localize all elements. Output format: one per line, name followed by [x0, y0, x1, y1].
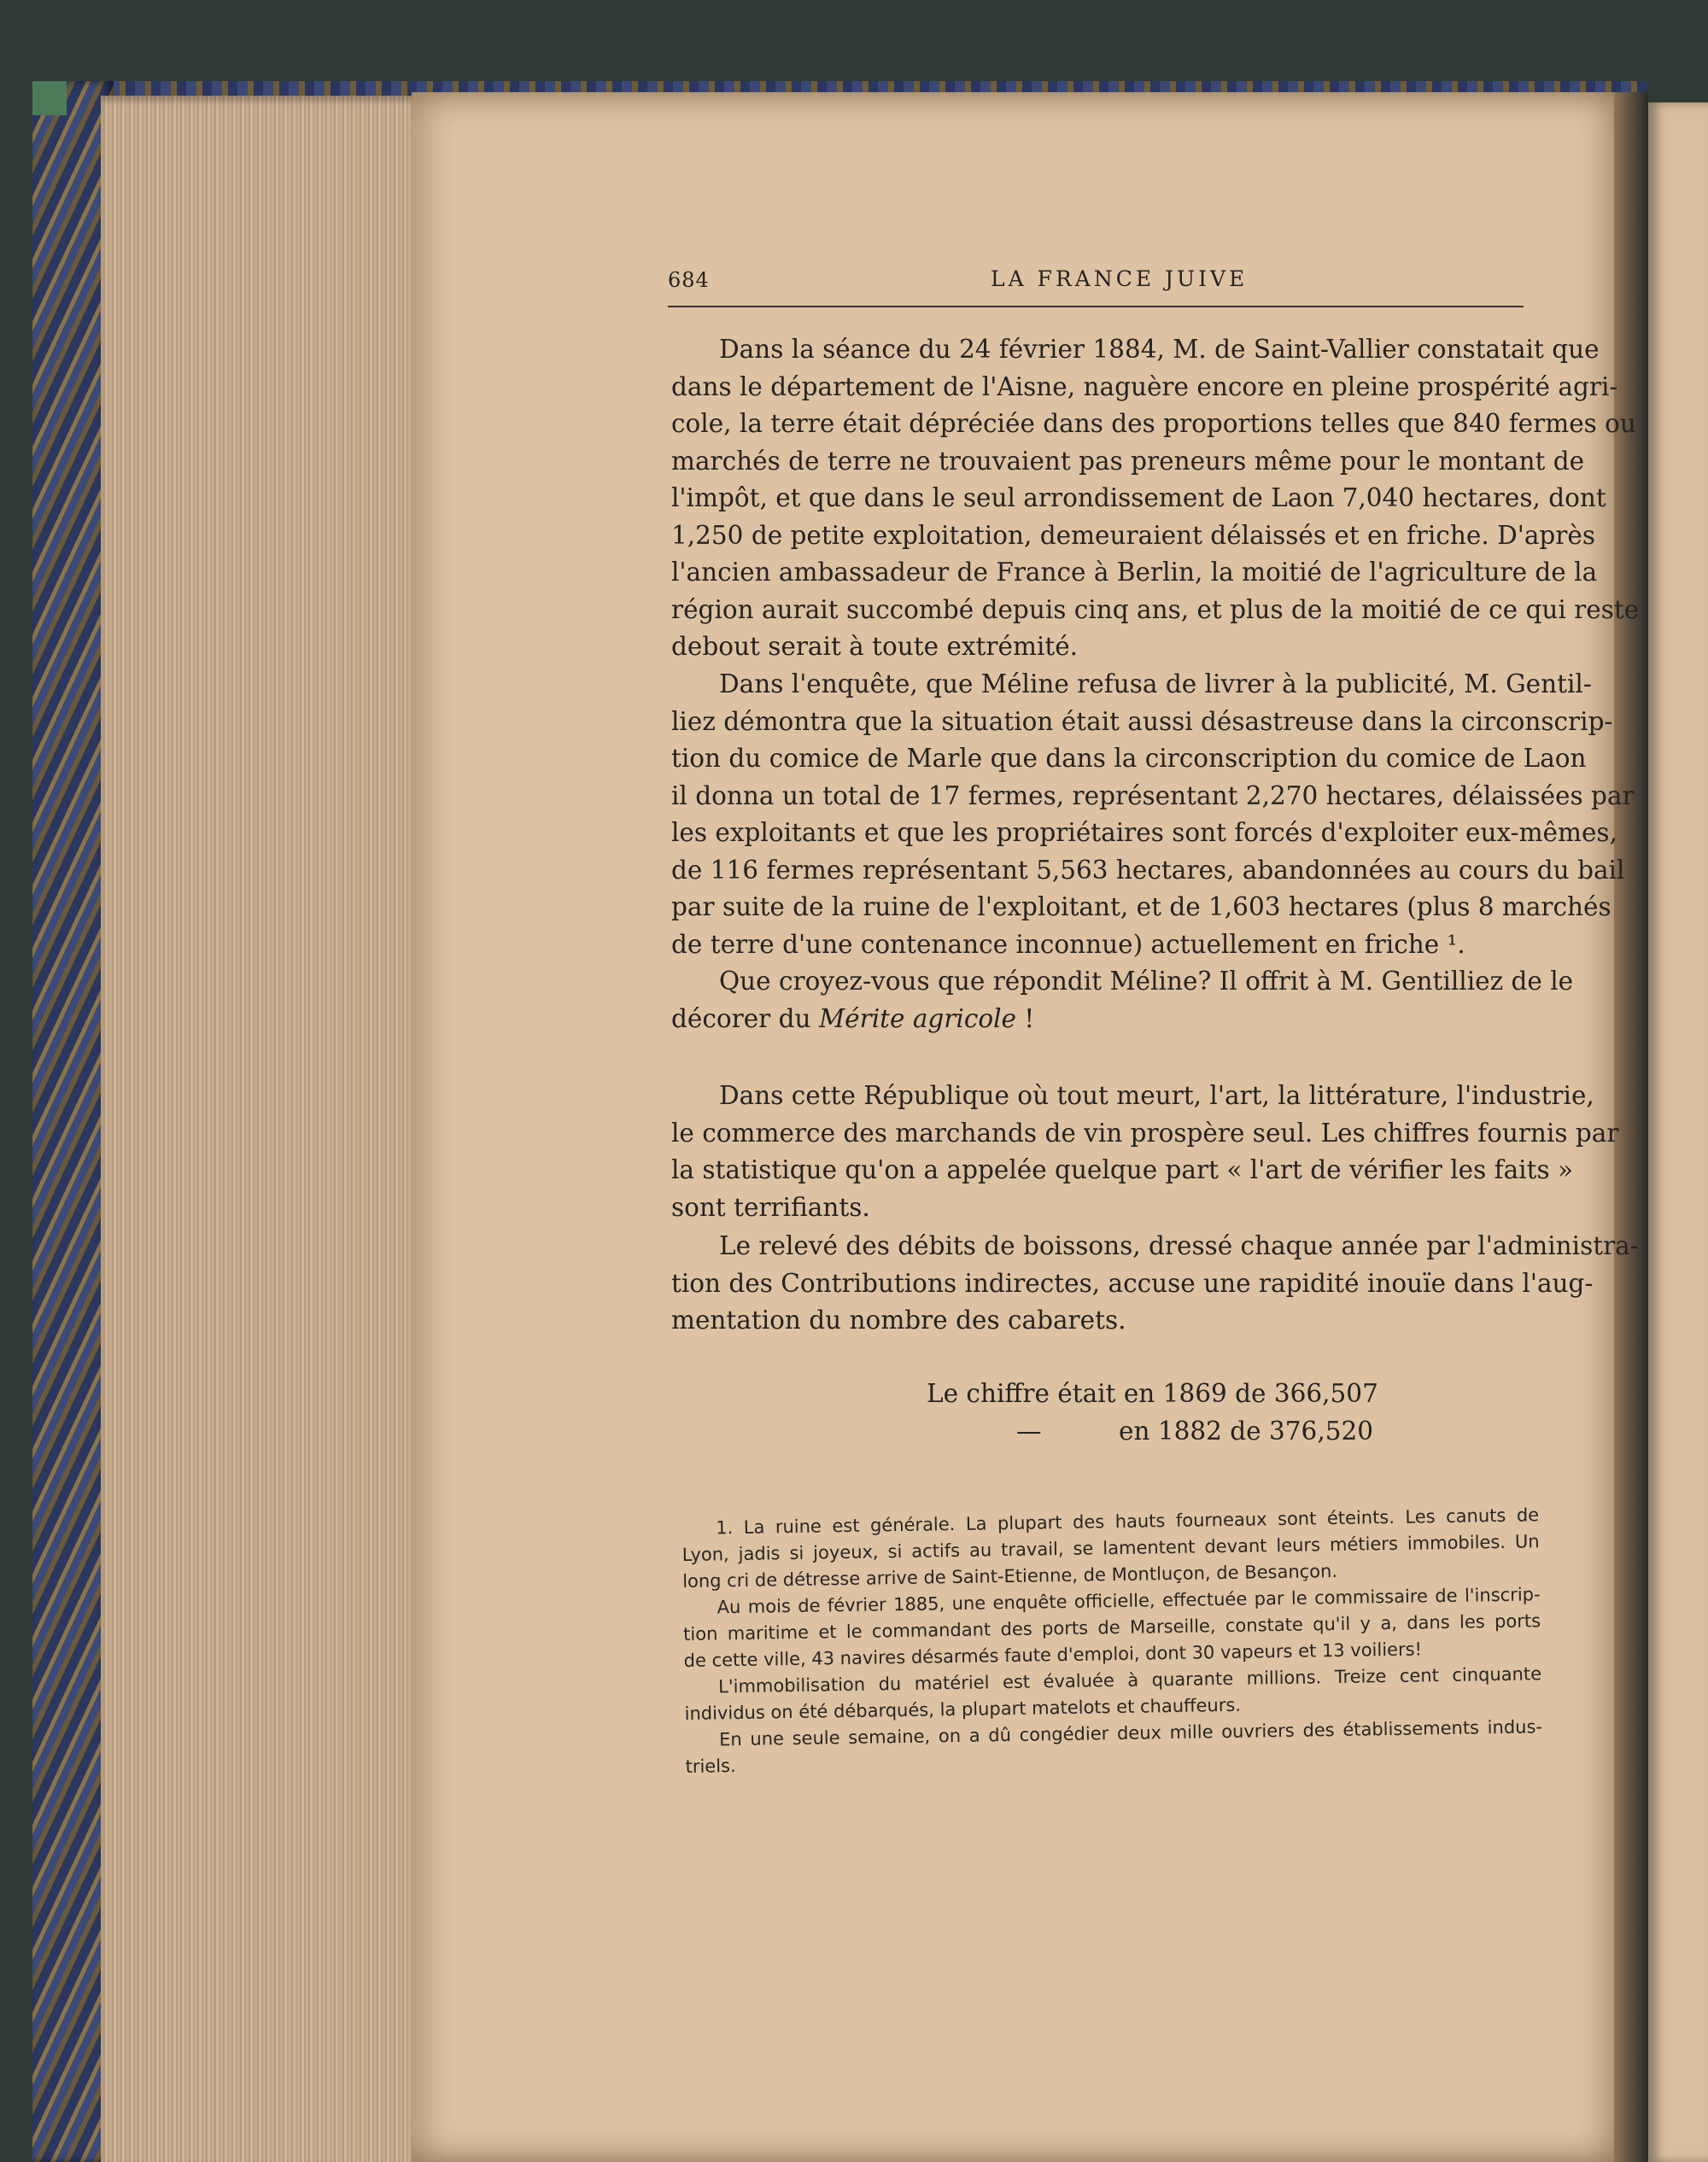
footnote-text: Lyon, jadis si joyeux, si actifs au travail, se lamentent devant leurs métiers immobiles. Un — [681, 1531, 1540, 1565]
text-line — [671, 443, 1585, 481]
paragraph-2 — [671, 666, 1635, 963]
text-line — [671, 926, 1525, 964]
line-text: région aurait succombé depuis cinq ans, et plus de la moitié de ce qui reste — [671, 594, 1640, 624]
line-text: debout serait à toute extrémité. — [671, 632, 1079, 661]
text-line — [671, 554, 1598, 592]
header-rule — [668, 306, 1524, 307]
line-text: Dans cette République où tout meurt, l'art, la littérature, l'industrie, — [719, 1081, 1594, 1110]
text-line — [671, 1152, 1574, 1189]
text-line — [671, 480, 1606, 517]
text-line — [671, 1189, 1525, 1227]
line-text: cole, la terre était dépréciée dans des proportions telles que 840 fermes ou — [671, 409, 1636, 438]
line-text: marchés de terre ne trouvaient pas preneurs même pour le montant de — [671, 446, 1585, 476]
footnote-text: 1. La ruine est générale. La plupart des hauts fourneaux sont éteints. Les canuts de — [716, 1505, 1540, 1539]
line-text: Le relevé des débits de boissons, dressé chaque année par l'administra- — [719, 1231, 1639, 1260]
text-line — [671, 331, 1600, 369]
line-text: tion du comice de Marle que dans la circonscription du comice de Laon — [671, 744, 1587, 773]
line-text: tion des Contributions indirectes, accuse une rapidité inouïe dans l'aug- — [671, 1268, 1594, 1298]
line-text: Que croyez-vous que répondit Méline? Il offrit à M. Gentilliez de le — [719, 967, 1574, 996]
statistic-line-2: en 1882 de 376,520 — [1119, 1417, 1373, 1446]
ditto-dash: — — [1016, 1417, 1042, 1446]
footnote-text: de cette ville, 43 navires désarmés faute d'emploi, dont 30 vapeurs et 13 voiliers! — [683, 1639, 1423, 1671]
footnote-text: long cri de détresse arrive de Saint-Etienne, de Montluçon, de Besançon. — [682, 1560, 1338, 1592]
line-text: l'ancien ambassadeur de France à Berlin, la moitié de l'agriculture de la — [671, 558, 1598, 587]
text-line — [671, 1078, 1594, 1115]
text-line — [671, 1228, 1639, 1265]
paragraph-5 — [671, 1228, 1639, 1340]
text-line — [671, 1265, 1594, 1303]
line-text: l'impôt, et que dans le seul arrondissement de Laon 7,040 hectares, dont — [671, 483, 1606, 512]
cover-corner — [32, 81, 67, 115]
footnote-text: L'immobilisation du matériel est évaluée à quarante millions. Treize cent cinquante — [717, 1663, 1542, 1697]
text-line — [671, 704, 1613, 741]
line-text: le commerce des marchands de vin prospère seul. Les chiffres fournis par — [671, 1118, 1619, 1148]
line-text: les exploitants et que les propriétaires sont forcés d'exploiter eux-mêmes, — [671, 818, 1617, 847]
line-text: décorer du — [671, 1003, 819, 1033]
footnote-indent — [684, 1692, 718, 1693]
statistic-line-1: Le chiffre était en 1869 de 366,507 — [927, 1379, 1378, 1408]
book-gutter — [1614, 92, 1648, 2162]
line-text: la statistique qu'on a appelée quelque part « l'art de vérifier les faits » — [671, 1155, 1574, 1184]
text-line — [671, 1001, 1525, 1038]
text-line — [671, 1302, 1525, 1340]
footnote-text: triels. — [685, 1756, 736, 1777]
text-line — [671, 406, 1636, 443]
line-text: mentation du nombre des cabarets. — [671, 1306, 1126, 1335]
footnote-text: Au mois de février 1885, une enquête officielle, effectuée par le commissaire de l'inscrip- — [717, 1584, 1541, 1618]
text-line — [671, 778, 1635, 815]
line-text: Dans la séance du 24 février 1884, M. de Saint-Vallier constatait que — [719, 335, 1600, 364]
text-line — [671, 592, 1640, 629]
facing-page-edge — [1648, 102, 1708, 2162]
text-line — [671, 369, 1618, 406]
page-edges — [101, 96, 418, 2162]
text-line — [671, 889, 1611, 926]
statistics-block — [922, 1375, 1378, 1450]
footnote-text: tion maritime et le commandant des ports de Marseille, constate qu'il y a, dans les ports — [682, 1610, 1541, 1645]
line-text: de terre d'une contenance inconnue) actuellement en friche ¹. — [671, 929, 1465, 959]
line-text: ! — [1016, 1003, 1035, 1033]
running-title: LA FRANCE JUIVE — [991, 266, 1249, 291]
footnote-indent — [683, 1613, 717, 1614]
text-line — [671, 628, 1525, 666]
page-number: 684 — [668, 268, 710, 292]
line-text: dans le département de l'Aisne, naguère encore en pleine prospérité agri- — [671, 371, 1618, 401]
footnote-text: individus on été débarqués, la plupart matelots et chauffeurs. — [684, 1694, 1242, 1724]
text-line — [671, 517, 1596, 555]
text-line — [671, 852, 1625, 890]
line-text: liez démontra que la situation était aussi désastreuse dans la circonscrip- — [671, 706, 1613, 736]
footnote-indent — [685, 1745, 719, 1746]
text-line — [671, 740, 1587, 778]
footnotes — [681, 1502, 1543, 1780]
line-text: par suite de la ruine de l'exploitant, et de 1,603 hectares (plus 8 marchés — [671, 892, 1611, 921]
paragraph-4 — [671, 1078, 1619, 1226]
footnote-text: En une seule semaine, on a dû congédier deux mille ouvriers des établissements indus- — [718, 1716, 1543, 1750]
line-text: 1,250 de petite exploitation, demeuraient délaissés et en friche. D'après — [671, 520, 1596, 550]
text-line — [671, 815, 1617, 852]
statistic-row-1 — [922, 1375, 1378, 1412]
line-text: de 116 fermes représentant 5,563 hectares, abandonnées au cours du bail — [671, 855, 1625, 885]
line-text: sont terrifiants. — [671, 1192, 870, 1222]
line-text: il donna un total de 17 fermes, représentant 2,270 hectares, délaissées par — [671, 780, 1635, 810]
page-header — [668, 268, 1524, 302]
text-line — [671, 666, 1592, 704]
italic-title: Mérite agricole — [818, 1003, 1017, 1033]
line-text: Dans l'enquête, que Méline refusa de livrer à la publicité, M. Gentil- — [719, 669, 1592, 698]
text-line — [671, 1115, 1619, 1153]
paragraph-3 — [671, 963, 1574, 1037]
text-line — [671, 963, 1574, 1001]
paragraph-1 — [671, 331, 1640, 666]
statistic-row-2 — [922, 1412, 1373, 1450]
